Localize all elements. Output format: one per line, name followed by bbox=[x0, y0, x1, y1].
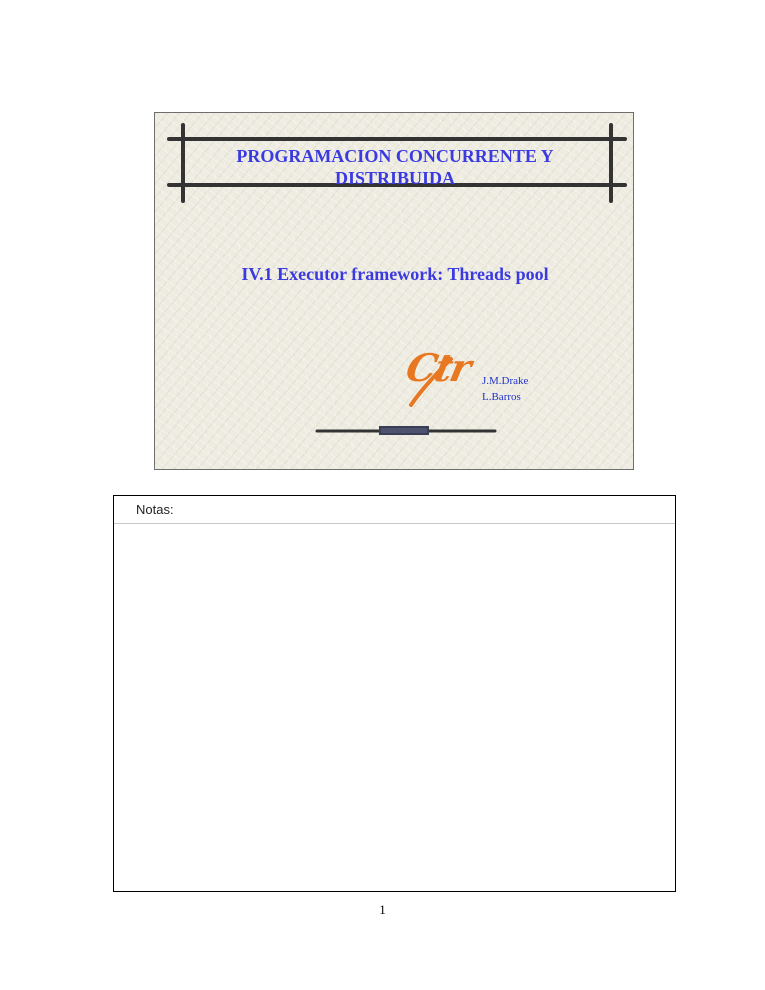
notes-label: Notas: bbox=[114, 496, 675, 524]
ctr-logo: Ctr bbox=[402, 345, 474, 390]
author-list bbox=[482, 373, 528, 405]
notes-box bbox=[113, 495, 676, 892]
author-name: J.M.Drake bbox=[482, 375, 529, 387]
author-name: L.Barros bbox=[482, 391, 521, 403]
slide-thumbnail bbox=[154, 112, 634, 470]
slide-title: PROGRAMACION CONCURRENTE Y DISTRIBUIDA bbox=[236, 146, 554, 188]
page-number: 1 bbox=[379, 902, 386, 917]
slide-subtitle: IV.1 Executor framework: Threads pool bbox=[241, 264, 549, 284]
